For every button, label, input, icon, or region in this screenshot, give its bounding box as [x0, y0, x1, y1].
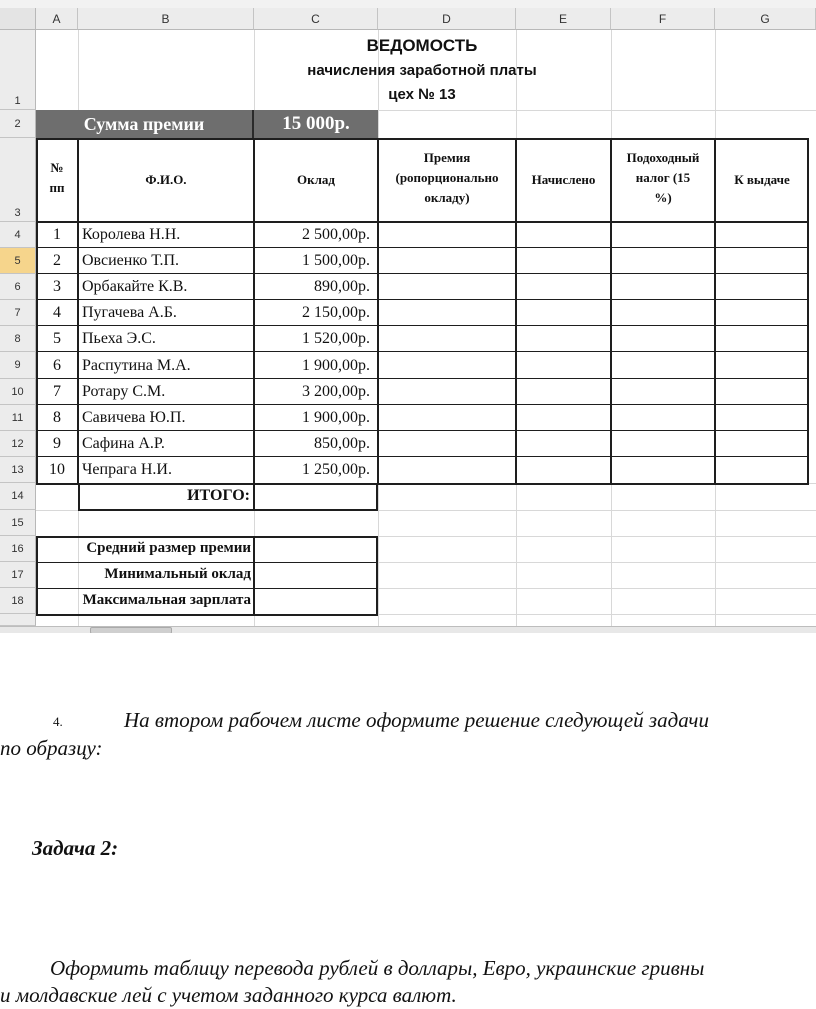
table-rule: [36, 456, 809, 457]
header-nachisleno: Начислено: [531, 172, 596, 187]
task-text-line2: и молдавские лей с учетом заданного курса валют.: [0, 983, 457, 1007]
table-rule: [36, 325, 809, 326]
table-rule: [36, 430, 809, 431]
row-header-1[interactable]: 1: [0, 30, 36, 110]
cell-oklad[interactable]: 1 250,00р.: [302, 461, 370, 478]
cell-oklad[interactable]: 890,00р.: [314, 278, 370, 295]
row-header-10[interactable]: 10: [0, 379, 36, 405]
cell-fio[interactable]: Сафина А.Р.: [82, 435, 165, 452]
cell-fio[interactable]: Савичева Ю.П.: [82, 409, 186, 426]
header-nalog: [611, 148, 715, 208]
header-nalog-line2: налог (15: [635, 170, 691, 185]
cell-fio[interactable]: Овсиенко Т.П.: [82, 252, 180, 269]
cell-oklad[interactable]: 1 900,00р.: [302, 357, 370, 374]
select-all-corner[interactable]: [0, 8, 36, 30]
cell-num[interactable]: 6: [53, 357, 61, 374]
row-header-7[interactable]: 7: [0, 300, 36, 326]
table-rule: [36, 404, 809, 405]
row-header-16[interactable]: 16: [0, 536, 36, 562]
table-rule: [36, 221, 809, 223]
sheet-title: ВЕДОМОСТЬ: [366, 36, 478, 55]
row-header-partial: [0, 614, 36, 626]
header-oklad: Оклад: [297, 172, 335, 187]
column-header-f[interactable]: F: [611, 8, 715, 30]
row-header-3[interactable]: 3: [0, 138, 36, 222]
header-num: [36, 158, 78, 198]
cell-fio[interactable]: Королева Н.Н.: [82, 226, 181, 243]
table-rule: [36, 273, 809, 274]
item-number: 4.: [53, 714, 63, 729]
row-header-14[interactable]: 14: [0, 483, 36, 510]
table-rule: [36, 378, 809, 379]
cell-oklad[interactable]: 3 200,00р.: [302, 383, 370, 400]
stat-avg-bonus[interactable]: Средний размер премии: [86, 540, 251, 556]
cell-num[interactable]: 2: [53, 252, 61, 269]
cell-num[interactable]: 3: [53, 278, 61, 295]
header-nalog-line3: %): [654, 190, 672, 205]
header-premia: [378, 148, 516, 208]
item-text-line2: по образцу:: [0, 736, 103, 760]
header-num-line1: №: [50, 160, 64, 175]
header-k-vydache: К выдаче: [734, 172, 790, 187]
column-header-a[interactable]: A: [36, 8, 78, 30]
cell-fio[interactable]: Орбакайте К.В.: [82, 278, 188, 295]
row-header-5[interactable]: 5: [0, 248, 36, 274]
cell-fio[interactable]: Чепрага Н.И.: [82, 461, 172, 478]
row-header-2[interactable]: 2: [0, 110, 36, 138]
cell-oklad[interactable]: 2 500,00р.: [302, 226, 370, 243]
table-rule: [36, 351, 809, 352]
cell-num[interactable]: 10: [49, 461, 65, 478]
header-fio: Ф.И.О.: [145, 172, 187, 187]
row-header-17[interactable]: 17: [0, 562, 36, 588]
sheet-workshop: цех № 13: [388, 86, 456, 103]
cell-num[interactable]: 4: [53, 304, 61, 321]
bonus-label-cell[interactable]: Сумма премии: [36, 110, 254, 138]
sheet-subtitle: начисления заработной платы: [307, 62, 537, 79]
itogo-label[interactable]: ИТОГО:: [187, 487, 250, 504]
cell-num[interactable]: 8: [53, 409, 61, 426]
table-rule: [253, 536, 255, 616]
column-header-g[interactable]: G: [715, 8, 816, 30]
row-header-8[interactable]: 8: [0, 326, 36, 352]
stat-max-salary[interactable]: Максимальная зарплата: [82, 592, 251, 608]
cell-fio[interactable]: Ротару С.М.: [82, 383, 166, 400]
row-header-15[interactable]: 15: [0, 510, 36, 536]
column-header-e[interactable]: E: [516, 8, 611, 30]
column-header-b[interactable]: B: [78, 8, 254, 30]
stat-min-salary[interactable]: Минимальный оклад: [104, 566, 251, 582]
cell-fio[interactable]: Распутина М.А.: [82, 357, 191, 374]
cell-oklad[interactable]: 1 520,00р.: [302, 330, 370, 347]
scrollbar-thumb[interactable]: [90, 627, 172, 633]
column-header-d[interactable]: D: [378, 8, 516, 30]
header-premia-line1: Премия: [423, 150, 471, 165]
task-heading: Задача 2:: [32, 836, 119, 860]
cell-num[interactable]: 7: [53, 383, 61, 400]
table-rule: [36, 562, 378, 563]
table-rule: [36, 299, 809, 300]
cell-oklad[interactable]: 850,00р.: [314, 435, 370, 452]
cell-fio[interactable]: Пьеха Э.С.: [82, 330, 156, 347]
row-header-11[interactable]: 11: [0, 405, 36, 431]
bonus-value-cell[interactable]: 15 000р.: [254, 110, 378, 138]
header-num-line2: пп: [49, 180, 65, 195]
header-premia-line3: окладу): [424, 190, 470, 205]
table-rule: [36, 588, 378, 589]
cell-num[interactable]: 9: [53, 435, 61, 452]
cell-fio[interactable]: Пугачева А.Б.: [82, 304, 177, 321]
header-nalog-line1: Подоходный: [626, 150, 700, 165]
item-text-line1: На втором рабочем листе оформите решение следующей задачи: [124, 708, 709, 732]
row-header-6[interactable]: 6: [0, 274, 36, 300]
cell-oklad[interactable]: 2 150,00р.: [302, 304, 370, 321]
row-header-18[interactable]: 18: [0, 588, 36, 614]
header-premia-line2: (ропорционально: [395, 170, 499, 185]
row-header-9[interactable]: 9: [0, 352, 36, 379]
row-header-12[interactable]: 12: [0, 431, 36, 457]
cell-oklad[interactable]: 1 500,00р.: [302, 252, 370, 269]
table-rule: [36, 247, 809, 248]
cell-oklad[interactable]: 1 900,00р.: [302, 409, 370, 426]
row-header-13[interactable]: 13: [0, 457, 36, 483]
row-header-4[interactable]: 4: [0, 222, 36, 248]
column-header-c[interactable]: C: [254, 8, 378, 30]
cell-num[interactable]: 5: [53, 330, 61, 347]
table-rule: [253, 483, 255, 511]
cell-num[interactable]: 1: [53, 226, 61, 243]
task-text-line1: Оформить таблицу перевода рублей в доллары, Евро, украинские гривны: [50, 956, 705, 980]
